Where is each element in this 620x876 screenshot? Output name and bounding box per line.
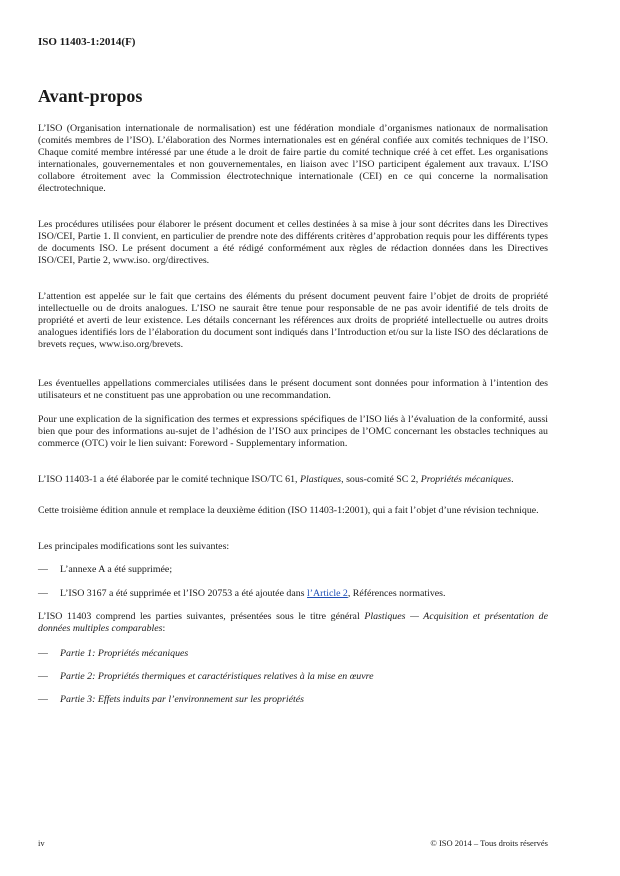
text: . [511, 474, 514, 485]
text-italic: Partie 2: Propriétés thermiques et caractéristiques relatives à la mise en œuvre [60, 671, 374, 682]
paragraph-conformity: Pour une explication de la signification des termes et expressions spécifiques de l’ISO liés à l’évaluation de la conformité, aussi bien que pour des informations au-sujet de l’adhésion de l’ISO aux principes de l’OMC concernant les obstacles techniques au commerce (OTC) voir le lien suivant: Foreword - Supplementary information. [38, 414, 548, 449]
text-italic: Partie 3: Effets induits par l’environnement sur les propriétés [60, 694, 304, 705]
paragraph-patent-rights: L’attention est appelée sur le fait que certains des éléments du présent document peuvent faire l’objet de droits de propriété intellectuelle ou de droits analogues. L’ISO ne saurait être tenue pour responsable de ne pas avoir identifié de tels droits de propriété et averti de leur existence. Les détails concernant les références aux droits de propriété intellectuelle ou autres droits analogues identifiés lors de l’élaboration du document sont indiqués dans l’Introduction et/ou sur la liste ISO des déclarations de brevets reçues, www.iso.org/brevets. [38, 291, 548, 350]
paragraph-committee [38, 474, 548, 486]
dash: — [38, 648, 48, 659]
text: : [162, 623, 166, 634]
text-italic: Partie 1: Propriétés mécaniques [60, 648, 189, 659]
dash: — [38, 564, 48, 575]
article-2-link[interactable]: l’Article 2 [307, 588, 348, 599]
list-item [38, 694, 548, 706]
text-italic: Plastiques — Acquisition et présentation de données multiples comparables [38, 611, 548, 634]
text-italic: Propriétés mécaniques [420, 474, 512, 485]
paragraph-parts [38, 611, 548, 635]
page-title: Avant-propos [38, 86, 143, 106]
text: L’ISO 11403 comprend les parties suivantes, présentées sous le titre général [38, 611, 365, 622]
paragraph-iso-intro: L’ISO (Organisation internationale de normalisation) est une fédération mondiale d’organismes nationaux de normalisation (comités membres de l’ISO). L’élaboration des Normes internationales est en général confiée aux comités techniques de l’ISO. Chaque comité membre intéressé par une étude a le droit de faire partie du comité technique créé à cet effet. Les organisations internationales, gouvernementales et non gouvernementales, en liaison avec l’ISO participent également aux travaux. L’ISO collabore étroitement avec la Commission électrotechnique internationale (CEI) en ce qui concerne la normalisation électrotechnique. [38, 123, 548, 194]
document-id-header: ISO 11403-1:2014(F) [38, 36, 136, 48]
dash: — [38, 694, 48, 705]
text: L’ISO 3167 a été supprimée et l’ISO 20753 a été ajoutée dans [60, 588, 307, 599]
list-item [38, 648, 548, 660]
text: , sous-comité SC 2, [341, 474, 421, 485]
text: L’ISO 11403-1 a été élaborée par le comité technique ISO/TC 61, [38, 474, 300, 485]
page-number: iv [38, 838, 45, 848]
copyright: © ISO 2014 – Tous droits réservés [430, 838, 548, 848]
dash: — [38, 671, 48, 682]
paragraph-changes-intro: Les principales modifications sont les suivantes: [38, 541, 230, 552]
list-item [38, 671, 548, 683]
list-item [38, 564, 548, 576]
paragraph-procedures: Les procédures utilisées pour élaborer le présent document et celles destinées à sa mise à jour sont décrites dans les Directives ISO/CEI, Partie 1. Il convient, en particulier de prendre note des différents critères d’approbation requis pour les différents types de documents ISO. Le présent document a été rédigé conformément aux règles de rédaction données dans les Directives ISO/CEI, Partie 2, www.iso. org/directives. [38, 219, 548, 266]
paragraph-trade-names: Les éventuelles appellations commerciales utilisées dans le présent document sont données pour information à l’intention des utilisateurs et ne constituent pas une approbation ou une recommandation. [38, 378, 548, 401]
text: L’annexe A a été supprimée; [60, 564, 173, 575]
dash: — [38, 588, 48, 599]
text: , Références normatives. [347, 588, 446, 599]
text-italic: Plastiques [299, 474, 342, 485]
paragraph-edition: Cette troisième édition annule et remplace la deuxième édition (ISO 11403-1:2001), qui a fait l’objet d’une révision technique. [38, 505, 539, 516]
list-item [38, 588, 548, 600]
